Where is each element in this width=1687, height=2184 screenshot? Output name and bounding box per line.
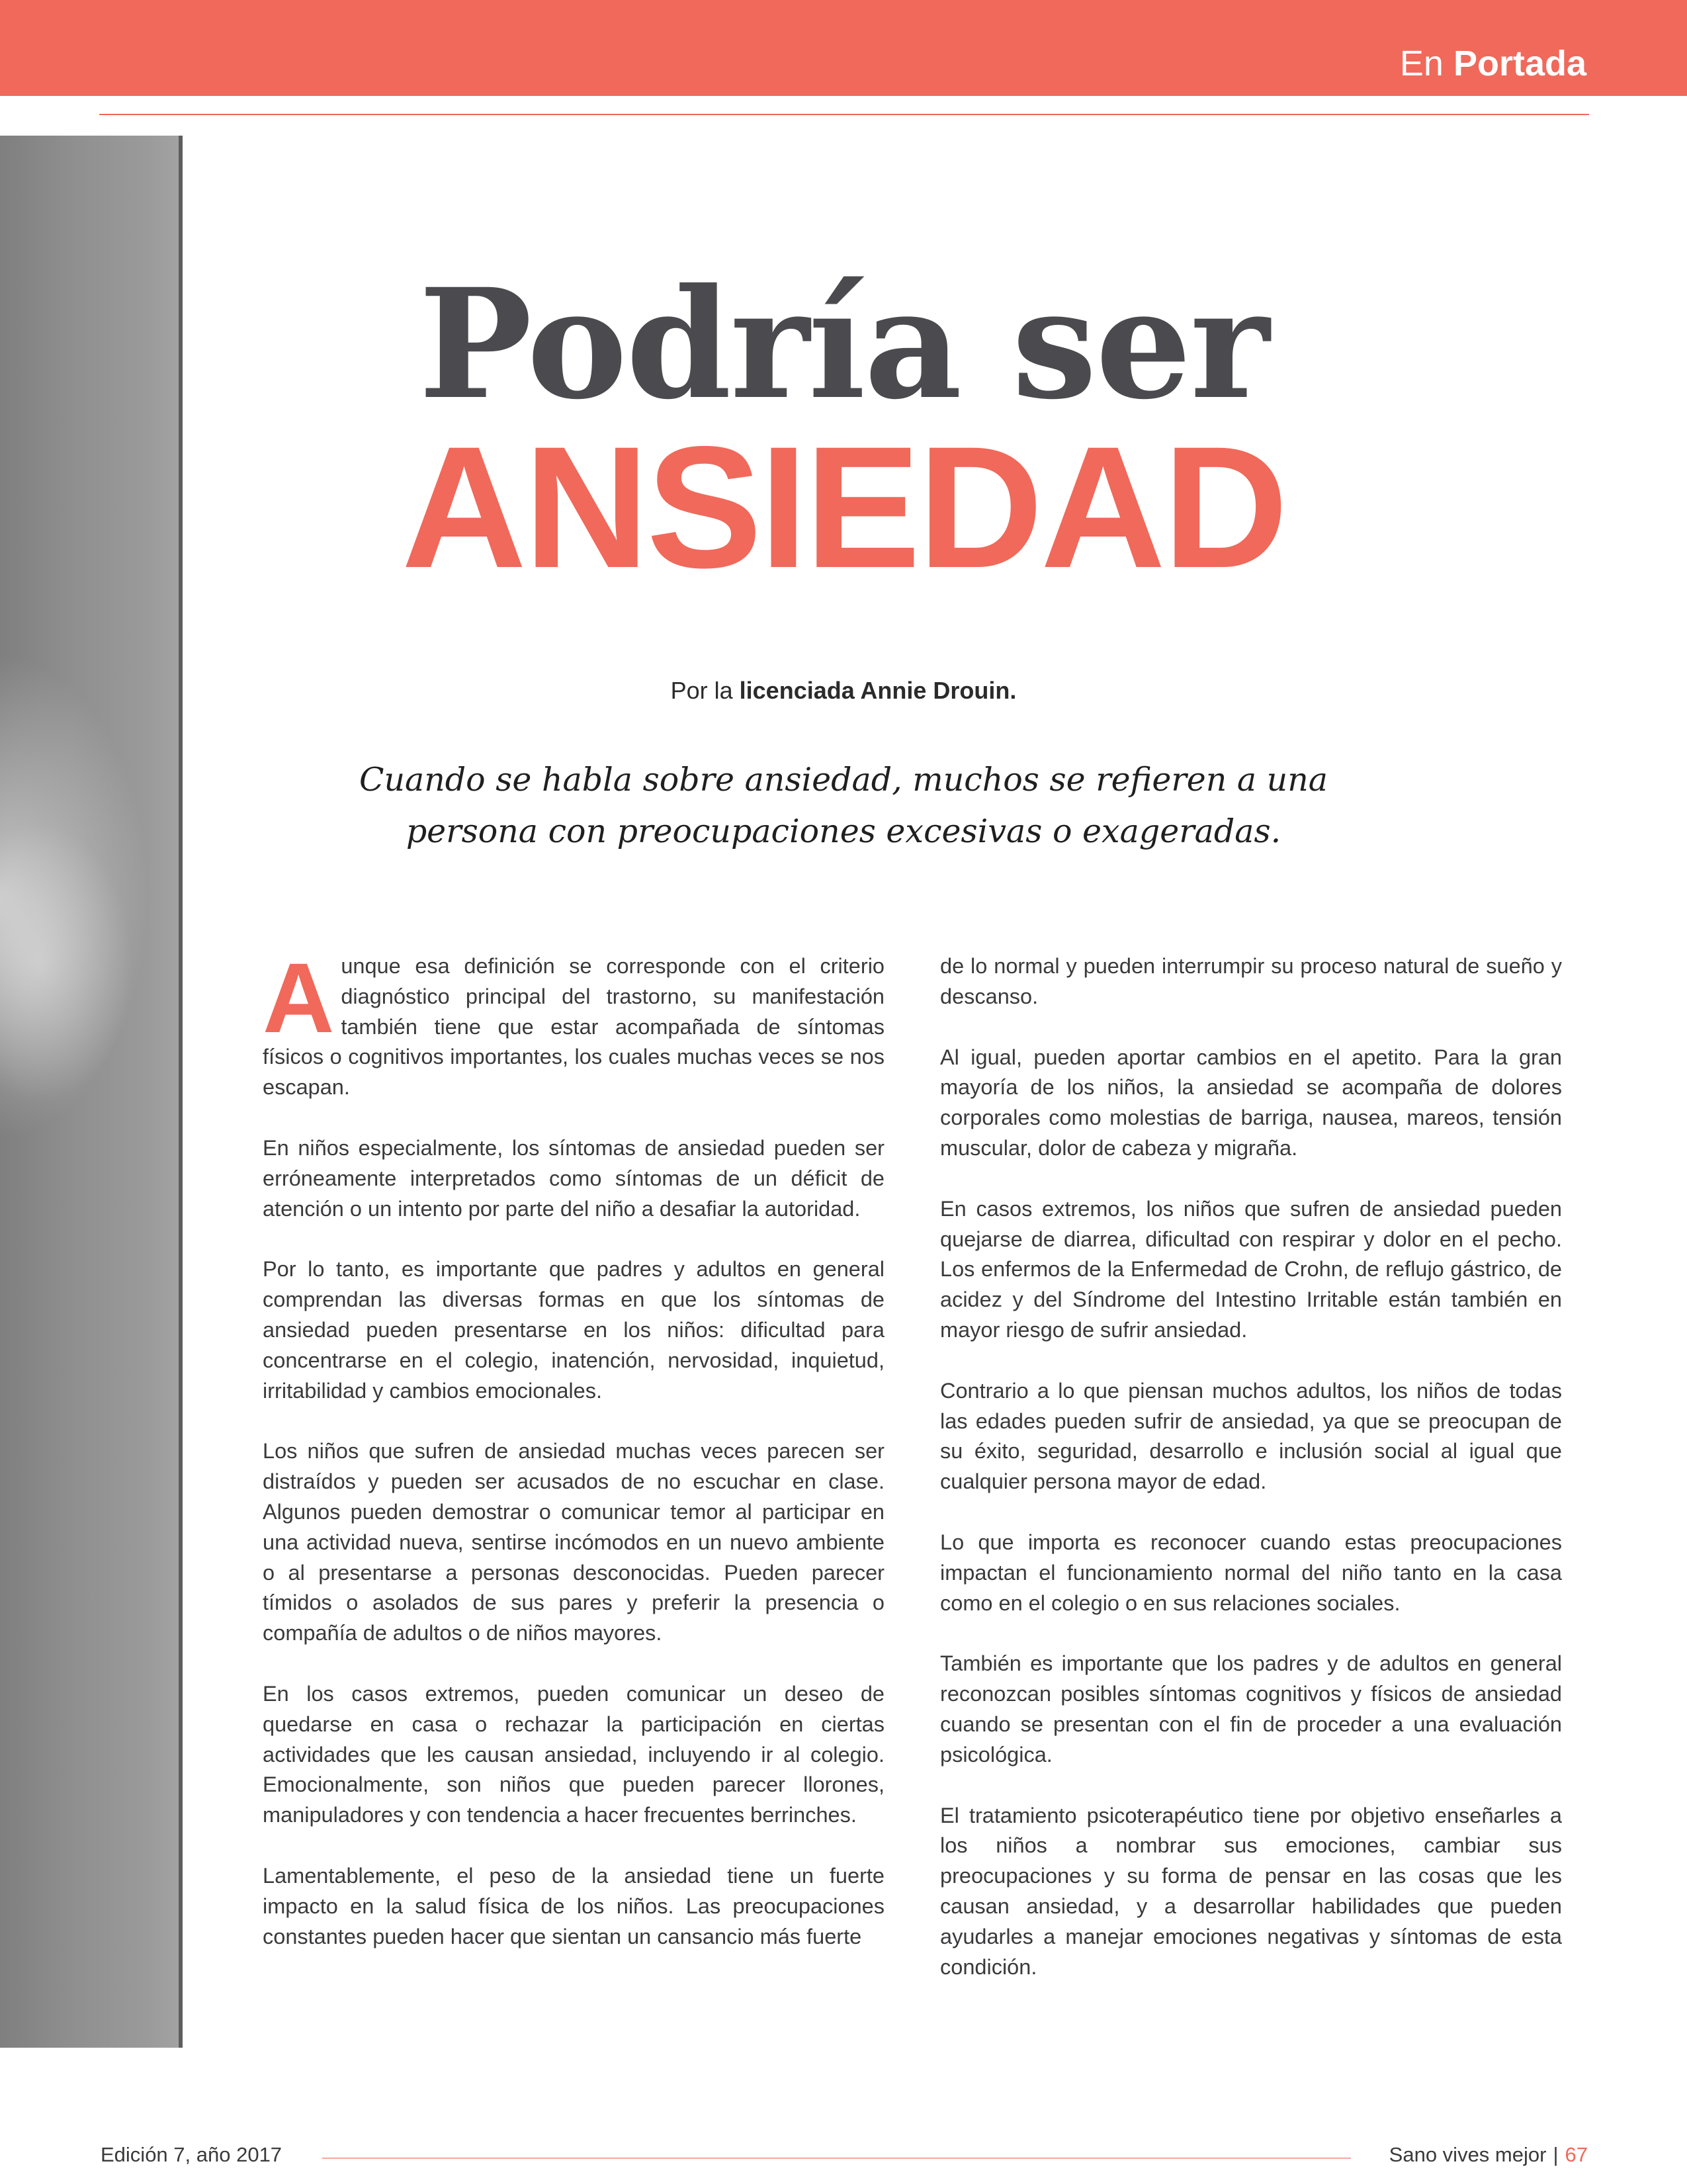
lead-paragraph — [0, 754, 1687, 857]
article-title-line2: ANSIEDAD — [401, 410, 1286, 604]
body-paragraph: Por lo tanto, es importante que padres y adultos en general comprendan las diversas formas en que los síntomas de ansiedad pueden presentarse en los niños: dificultad para concentrarse en el colegio, inatención, nervosidad, inquietud, irritabilidad y cambios emocionales. — [263, 1257, 885, 1403]
lead-line-2: persona con preocupaciones excesivas o exageradas. — [406, 812, 1281, 850]
byline — [0, 676, 1687, 705]
body-paragraph: En casos extremos, los niños que sufren de ansiedad pueden quejarse de diarrea, dificultad con respirar y dolor en el pecho. Los enfermos de la Enfermedad de Crohn, de reflujo gástrico, de acidez y del Síndrome del Intestino Irritable están también en mayor riesgo de sufrir ansiedad. — [940, 1196, 1562, 1342]
footer-separator: | — [1553, 2143, 1559, 2166]
body-paragraph: También es importante que los padres y de adultos en general reconozcan posibles síntomas cognitivos y físicos de ansiedad cuando se presentan con el fin de proceder a una evaluación psicológica. — [940, 1651, 1562, 1767]
body-paragraph: En los casos extremos, pueden comunicar un deseo de quedarse en casa o rechazar la participación en ciertas actividades que les causan ansiedad, incluyendo ir al colegio. Emocionalmente, son niños que pueden parecer llorones, manipuladores y con tendencia a hacer frecuentes berrinches. — [263, 1681, 885, 1827]
section-name: Portada — [1453, 44, 1586, 83]
body-paragraph: Al igual, pueden aportar cambios en el apetito. Para la gran mayoría de los niños, la ansiedad se acompaña de dolores corporales como molestias de barriga, nausea, mareos, tensión muscular, dolor de cabeza y migraña. — [940, 1045, 1562, 1160]
footer-magazine-name: Sano vives mejor — [1389, 2143, 1547, 2166]
body-paragraph-text: unque esa definición se corresponde con el criterio diagnóstico principal del trastorno, su manifestación también tiene que estar acompañada de síntomas físicos o cognitivos importantes, los cuales muchas veces se nos escapan. — [263, 954, 885, 1100]
body-paragraph: Contrario a lo que piensan muchos adultos, los niños de todas las edades pueden sufrir de ansiedad, ya que se preocupan de su éxito, seguridad, desarrollo e inclusión social al igual que cualquier persona mayor de edad. — [940, 1378, 1562, 1494]
body-paragraph: Los niños que sufren de ansiedad muchas veces parecen ser distraídos y pueden ser acusados de no escuchar en clase. Algunos pueden demostrar o comunicar temor al participar en una actividad nueva, sentirse incómodos en un nuevo ambiente o al presentarse a personas desconocidas. Pueden parecer tímidos o asolados de sus pares y preferir la presencia o compañía de adultos o de niños mayores. — [263, 1439, 885, 1645]
section-label — [1400, 44, 1586, 83]
body-column-right — [940, 951, 1562, 2013]
body-paragraph: Lamentablemente, el peso de la ansiedad tiene un fuerte impacto en la salud física de los niños. Las preocupaciones constantes pueden hacer que sientan un cansancio más fuerte — [263, 1863, 885, 1948]
byline-prefix: Por la — [670, 677, 733, 704]
body-paragraph — [263, 942, 885, 1103]
header-bar — [0, 0, 1687, 96]
page-number: 67 — [1565, 2143, 1588, 2166]
body-paragraph: En niños especialmente, los síntomas de ansiedad pueden ser erróneamente interpretados como síntomas de un déficit de atención o un intento por parte del niño a desafiar la autoridad. — [263, 1135, 885, 1221]
drop-cap: A — [263, 942, 335, 1053]
body-paragraph: El tratamiento psicoterapéutico tiene por objetivo enseñarles a los niños a nombrar sus emociones, cambiar sus preocupaciones y su forma de pensar en las cosas que les causan ansiedad, y a desarrollar habilidades que pueden ayudarles a manejar emociones negativas y síntomas de esta condición. — [940, 1803, 1562, 1979]
body-paragraph: de lo normal y pueden interrumpir su proceso natural de sueño y descanso. — [940, 954, 1562, 1008]
footer-divider — [322, 2158, 1351, 2159]
body-column-left — [263, 942, 885, 1982]
body-paragraph: Lo que importa es reconocer cuando estas preocupaciones impactan el funcionamiento normal del niño tanto en la casa como en el colegio o en sus relaciones sociales. — [940, 1530, 1562, 1615]
footer-edition: Edición 7, año 2017 — [101, 2143, 282, 2166]
article-title-line1: Podría ser — [418, 255, 1269, 433]
header-divider — [99, 114, 1589, 115]
footer-magazine-info — [1389, 2142, 1588, 2168]
lead-line-1: Cuando se habla sobre ansiedad, muchos se refieren a una — [359, 761, 1328, 799]
byline-author: licenciada Annie Drouin. — [739, 677, 1017, 704]
section-prefix: En — [1399, 44, 1444, 83]
